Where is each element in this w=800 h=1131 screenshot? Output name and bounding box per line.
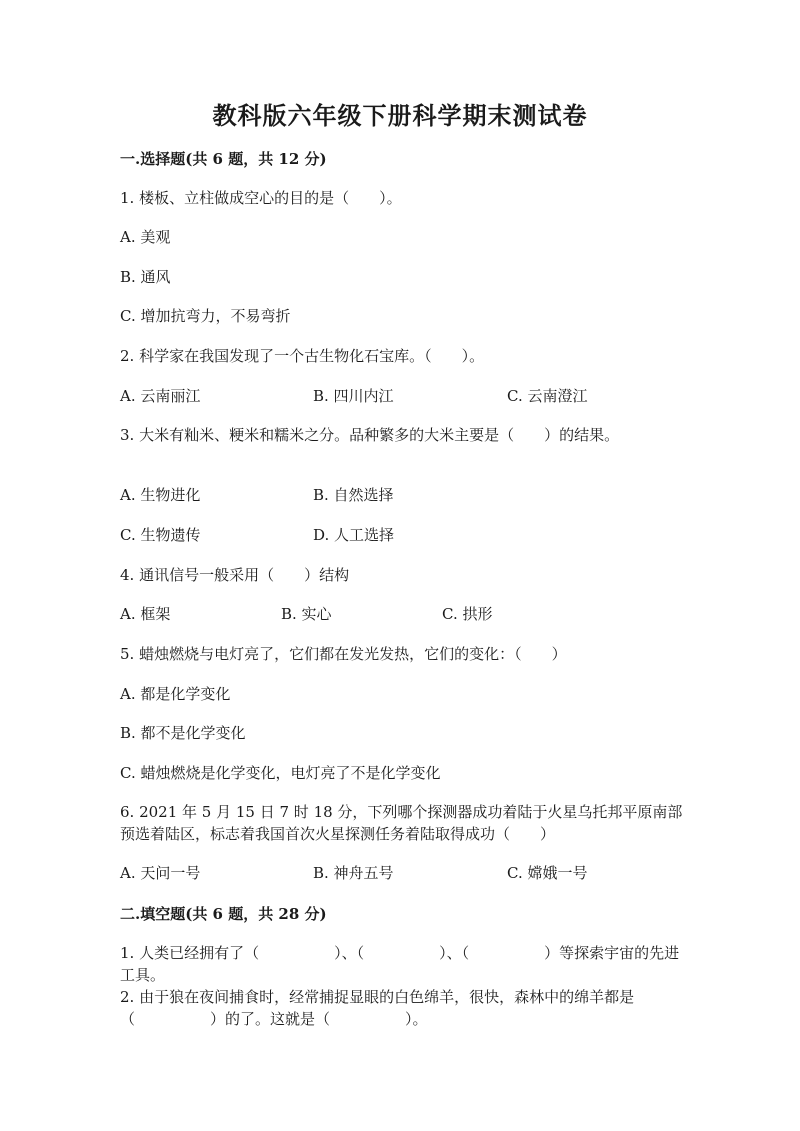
question-3-option-d: D. 人工选择 (313, 526, 395, 544)
question-3-option-c: C. 生物遗传 (120, 526, 201, 544)
question-4-option-b: B. 实心 (281, 605, 332, 623)
question-6-option-a: A. 天问一号 (120, 864, 201, 882)
question-3-option-a: A. 生物进化 (120, 486, 201, 504)
question-1-stem: 1. 楼板、立柱做成空心的目的是（ ）。 (120, 189, 402, 207)
question-3-stem: 3. 大米有籼米、粳米和糯米之分。品种繁多的大米主要是（ ）的结果。 (120, 426, 620, 444)
page-title: 教科版六年级下册科学期末测试卷 (212, 101, 588, 130)
question-1-option-c: C. 增加抗弯力，不易弯折 (120, 307, 291, 325)
question-2-option-c: C. 云南澄江 (507, 387, 588, 405)
question-4-stem: 4. 通讯信号一般采用（ ）结构 (120, 566, 350, 584)
question-6-option-b: B. 神舟五号 (313, 864, 394, 882)
question-1-option-b: B. 通风 (120, 268, 171, 286)
question-2-option-b: B. 四川内江 (313, 387, 394, 405)
fill-blank-question-1: 1. 人类已经拥有了（ ）、（ ）、（ ）等探索宇宙的先进工具。 (120, 944, 680, 984)
question-5-option-b: B. 都不是化学变化 (120, 724, 246, 742)
fill-blank-question-2: 2. 由于狼在夜间捕食时，经常捕捉显眼的白色绵羊，很快，森林中的绵羊都是（ ）的了。这就是（ ）。 (120, 988, 635, 1028)
question-5-option-c: C. 蜡烛燃烧是化学变化，电灯亮了不是化学变化 (120, 764, 441, 782)
question-5-option-a: A. 都是化学变化 (120, 685, 231, 703)
question-4-option-a: A. 框架 (120, 605, 171, 623)
question-1-option-a: A. 美观 (120, 228, 171, 246)
question-5-stem: 5. 蜡烛燃烧与电灯亮了，它们都在发光发热，它们的变化：（ ） (120, 645, 567, 663)
question-6-stem: 6. 2021 年 5 月 15 日 7 时 18 分，下列哪个探测器成功着陆于火星乌托邦平原南部预选着陆区，标志着我国首次火星探测任务着陆取得成功（ ） (120, 803, 683, 843)
section-heading-choice: 一.选择题(共 6 题，共 12 分) (120, 150, 327, 168)
question-2-option-a: A. 云南丽江 (120, 387, 201, 405)
question-4-option-c: C. 拱形 (442, 605, 493, 623)
question-3-option-b: B. 自然选择 (313, 486, 394, 504)
section-heading-fill-blank: 二.填空题(共 6 题，共 28 分) (120, 905, 327, 923)
question-6-option-c: C. 嫦娥一号 (507, 864, 588, 882)
question-2-stem: 2. 科学家在我国发现了一个古生物化石宝库。（ ）。 (120, 347, 485, 365)
